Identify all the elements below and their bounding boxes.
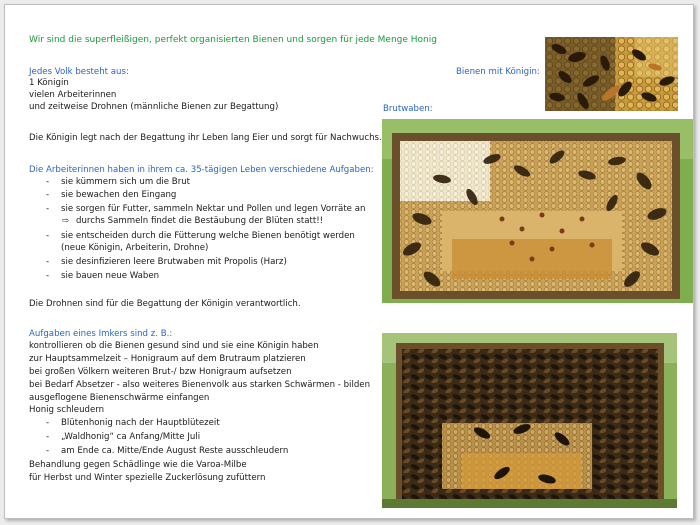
bullet: -	[46, 231, 50, 241]
volk-heading: Jedes Volk besteht aus:	[29, 67, 129, 77]
volk-line: vielen Arbeiterinnen	[29, 90, 117, 100]
imker-line: zur Hauptsammelzeit – Honigraum auf dem Brutraum platzieren	[29, 354, 306, 364]
bullet: -	[46, 271, 50, 281]
label-brutwaben: Brutwaben:	[383, 104, 433, 114]
bullet: -	[46, 446, 50, 456]
bees-with-queen-photo	[545, 37, 678, 111]
brood-comb-photo-2	[382, 333, 677, 508]
drohnen-text: Die Drohnen sind für die Begattung der Königin verantwortlich.	[29, 299, 301, 309]
bullet: -	[46, 177, 50, 187]
volk-line: und zeitweise Drohnen (männliche Bienen zur Begattung)	[29, 102, 279, 112]
imker-line: Honig schleudern	[29, 405, 105, 415]
document-page	[4, 4, 694, 519]
list-item: sie entscheiden durch die Fütterung welche Bienen benötigt werden	[61, 231, 355, 241]
bullet: -	[46, 418, 50, 428]
list-item: sie sorgen für Futter, sammeln Nektar und Pollen und legen Vorräte an	[61, 204, 366, 214]
list-item: sie bewachen den Eingang	[61, 190, 177, 200]
imker-line: bei großen Völkern weiteren Brut-/ bzw Honigraum aufsetzen	[29, 367, 292, 377]
imker-line: bei Bedarf Absetzer - also weiteres Bienenvolk aus starken Schwärmen - bilden	[29, 380, 371, 390]
headline: Wir sind die superfleißigen, perfekt organisierten Bienen und sorgen für jede Menge Honig	[29, 35, 437, 45]
brood-comb-photo	[382, 119, 693, 303]
imker-line: kontrollieren ob die Bienen gesund sind und sie eine Königin haben	[29, 341, 319, 351]
imker-line: Behandlung gegen Schädlinge wie die Varoa-Milbe	[29, 460, 247, 470]
imker-heading: Aufgaben eines Imkers sind z. B.:	[29, 329, 173, 339]
list-item: sie desinfizieren leere Brutwaben mit Propolis (Harz)	[61, 257, 287, 267]
list-item-sub: durchs Sammeln findet die Bestäubung der Blüten statt!!	[76, 216, 324, 226]
list-item-sub: (neue Königin, Arbeiterin, Drohne)	[61, 243, 209, 253]
imker-sub-item: „Waldhonig“ ca Anfang/Mitte Juli	[61, 432, 201, 442]
imker-sub-item: am Ende ca. Mitte/Ende August Reste ausschleudern	[61, 446, 289, 456]
bullet: -	[46, 432, 50, 442]
list-item: sie kümmern sich um die Brut	[61, 177, 191, 187]
koenigin-text: Die Königin legt nach der Begattung ihr Leben lang Eier und sorgt für Nachwuchs.	[29, 133, 382, 143]
arrow-icon: ⇨	[62, 216, 70, 226]
list-item: sie bauen neue Waben	[61, 271, 160, 281]
imker-sub-item: Blütenhonig nach der Hauptblütezeit	[61, 418, 220, 428]
imker-line: für Herbst und Winter spezielle Zuckerlösung zufüttern	[29, 473, 266, 483]
bullet: -	[46, 204, 50, 214]
bullet: -	[46, 190, 50, 200]
imker-line: ausgeflogene Bienenschwärme einfangen	[29, 393, 210, 403]
volk-line: 1 Königin	[29, 78, 69, 88]
bullet: -	[46, 257, 50, 267]
label-bienen-mit-koenigin: Bienen mit Königin:	[456, 67, 540, 77]
arbeiterinnen-heading: Die Arbeiterinnen haben in ihrem ca. 35-tägigen Leben verschiedene Aufgaben:	[29, 165, 374, 175]
